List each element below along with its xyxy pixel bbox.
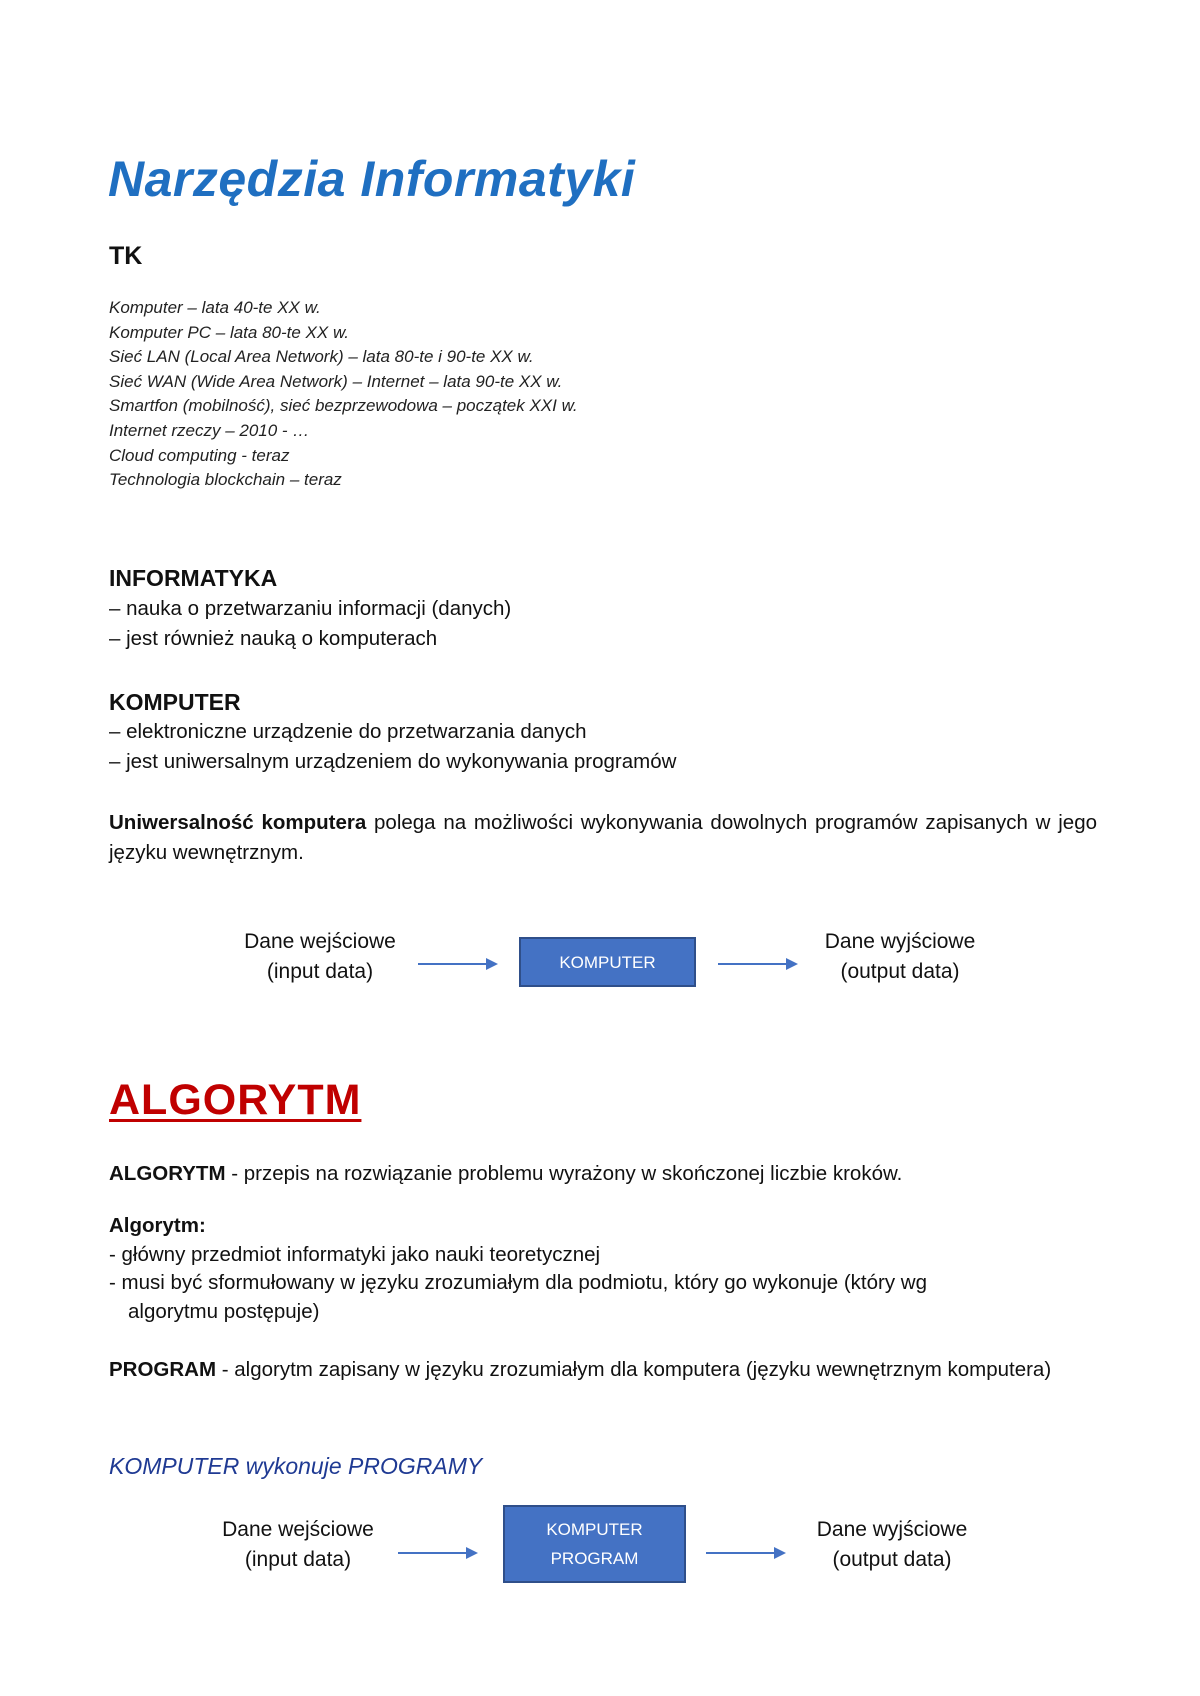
uniwersalnosc-text: polega na możliwości wykonywania dowolnych programów zapisanych w jego języku wewnętrznym. [109, 811, 1097, 864]
uniwersalnosc-paragraph [109, 808, 1097, 868]
diagram2-arrow-in [398, 1545, 478, 1561]
diagram1-box-label: KOMPUTER [559, 952, 656, 972]
program-term: PROGRAM [109, 1358, 217, 1381]
diagram1-arrow-in [418, 956, 498, 972]
program-definition-text: - algorytm zapisany w języku zrozumiałym dla komputera (języku wewnętrznym komputera) [216, 1358, 1052, 1381]
algorytm-subheading: Algorytm: [109, 1214, 206, 1237]
diagram1-input-line2: (input data) [266, 960, 374, 983]
diagram1-komputer-box [519, 937, 696, 987]
algorytm-term: ALGORYTM [109, 1162, 226, 1185]
diagram1-output-line2: (output data) [840, 960, 960, 983]
document-title: Narzędzia Informatyki [108, 151, 636, 207]
diagram2-arrow-out [706, 1545, 786, 1561]
timeline-item: Internet rzeczy – 2010 - … [109, 420, 310, 440]
komputer-heading: KOMPUTER [109, 689, 241, 715]
diagram2-output-line1: Dane wyjściowe [816, 1518, 968, 1541]
komputer-line: – elektroniczne urządzenie do przetwarzania danych [109, 720, 587, 743]
timeline-item: Technologia blockchain – teraz [109, 470, 342, 490]
diagram2-input-line1: Dane wejściowe [222, 1518, 374, 1541]
timeline-item: Sieć LAN (Local Area Network) – lata 80-te i 90-te XX w. [109, 347, 534, 367]
komputer-line: – jest uniwersalnym urządzeniem do wykonywania programów [109, 750, 677, 773]
timeline-item: Komputer PC – lata 80-te XX w. [109, 322, 350, 342]
uniwersalnosc-term: Uniwersalność komputera [109, 811, 367, 834]
diagram1-arrow-out [718, 956, 798, 972]
diagram1-input-label [230, 927, 410, 987]
algorytm-bullet: - musi być sformułowany w języku zrozumiałym dla podmiotu, który go wykonuje (który wg [109, 1271, 927, 1294]
tk-heading: TK [109, 242, 143, 270]
algorytm-bullet-continuation: algorytmu postępuje) [128, 1300, 320, 1323]
algorytm-definition [109, 1159, 902, 1189]
diagram1-input-line1: Dane wejściowe [244, 930, 396, 953]
diagram2-komputer-program-box [503, 1505, 686, 1583]
program-definition [109, 1355, 1097, 1385]
diagram2-box-line2: PROGRAM [550, 1549, 639, 1568]
algorytm-bullet: - główny przedmiot informatyki jako nauki teoretycznej [109, 1243, 601, 1266]
informatyka-line: – jest również nauką o komputerach [109, 627, 438, 650]
diagram2-input-line2: (input data) [244, 1548, 352, 1571]
diagram2-output-line2: (output data) [832, 1548, 952, 1571]
diagram1-output-label [805, 927, 995, 987]
timeline-item: Smartfon (mobilność), sieć bezprzewodowa – początek XXI w. [109, 396, 578, 416]
komputer-wykonuje-programy: KOMPUTER wykonuje PROGRAMY [109, 1453, 483, 1479]
timeline-item: Sieć WAN (Wide Area Network) – Internet – lata 90-te XX w. [109, 371, 563, 391]
tk-timeline-list [109, 296, 578, 493]
informatyka-line: – nauka o przetwarzaniu informacji (danych) [109, 597, 512, 620]
algorytm-title: ALGORYTM [109, 1076, 362, 1124]
diagram2-input-label [208, 1515, 388, 1575]
timeline-item: Cloud computing - teraz [109, 445, 290, 465]
diagram2-output-label [797, 1515, 987, 1575]
timeline-item: Komputer – lata 40-te XX w. [109, 298, 321, 317]
algorytm-definition-text: - przepis na rozwiązanie problemu wyrażony w skończonej liczbie kroków. [225, 1162, 903, 1185]
diagram2-box-line1: KOMPUTER [546, 1520, 643, 1539]
diagram1-output-line1: Dane wyjściowe [824, 930, 976, 953]
informatyka-heading: INFORMATYKA [109, 565, 278, 591]
